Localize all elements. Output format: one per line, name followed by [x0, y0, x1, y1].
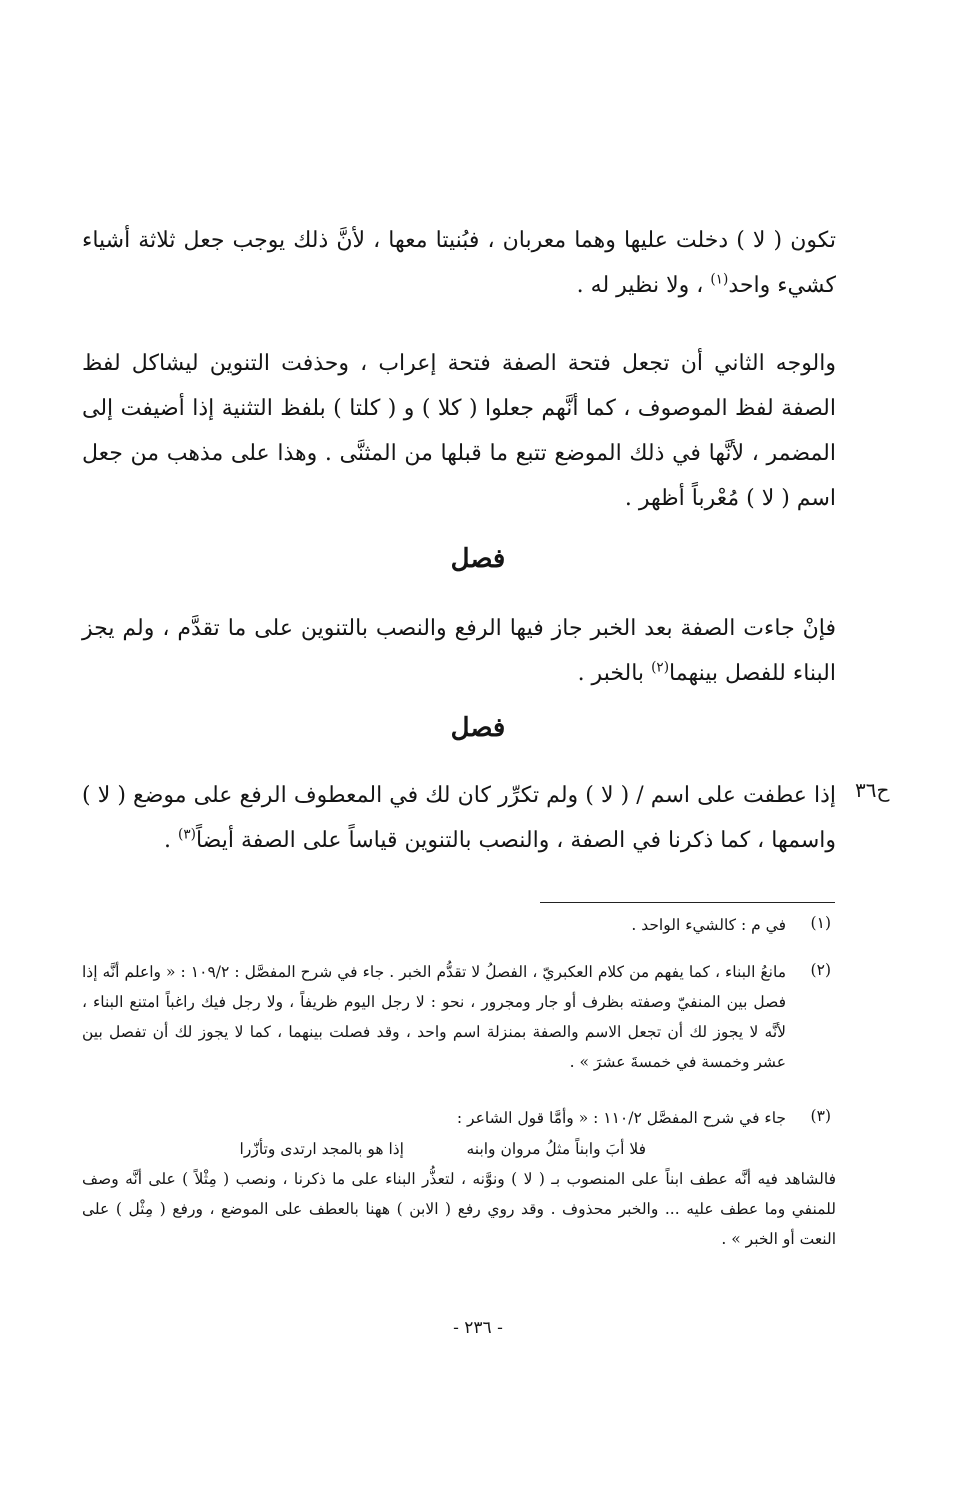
footnote-2-number: (٢): [810, 961, 831, 979]
footnote-ref-3[interactable]: (٣): [177, 826, 196, 843]
footnote-2: مانعُ البناء ، كما يفهم من كلام العكبريّ ، الفصلُ لا تقدُّم الخبر . جاء في شرح المفصَّل : ١٠٩/٢ : « واعلم أنَّه إذا فصل بين المنفيّ وصفته بظرف أو جار ومجرور ، نحو : لا رجل اليوم ظريفاً ، ولا رجل فيك راغباً امتنع البناء ، لأنَّه لا يجوز لك أن تجعل الاسم والصفة بمنزلة اسم واحد ، وقد فصلت بينهما ، كما لا يجوز لك أن تفصل بين عشر وخمسة في خمسةَ عشرَ » .: [82, 963, 786, 1071]
paragraph-1-end: ، ولا نظير له .: [576, 273, 711, 298]
page-number: - ٢٣٦ -: [453, 1318, 503, 1338]
section-heading-1: فصل: [450, 544, 506, 574]
footnote-3-verse: [82, 1134, 836, 1164]
paragraph-3: [82, 606, 836, 696]
footnote-3-body: فالشاهد فيه أنَّه عطف ابناً على المنصوب بـ ( لا ) ونوَّنه ، لتعذُّر البناء على ما ذكرنا ، ونصب ( مِثْلاً ) على أنَّه وصف للمنفي وما عطف عليه ... والخبر محذوف . وقد روي رفع ( الابن ) ههنا بالعطف على الموضع ، ورفع ( مِثْل ) على النعت أو الخبر » .: [82, 1170, 836, 1248]
margin-note: ح٣٦: [855, 778, 890, 802]
footnote-separator: [540, 902, 835, 903]
footnote-ref-1[interactable]: (١): [710, 271, 729, 288]
paragraph-3-text: فإنْ جاءت الصفة بعد الخبر جاز فيها الرفع والنصب بالتنوين على ما تقدَّم ، ولم يجز البناء للفصل بينهما: [82, 616, 836, 686]
footnote-1-number: (١): [810, 914, 831, 932]
verse-first-hemistich: فلا أبَ وابناً مثلُ مروان وابنه: [466, 1140, 646, 1158]
paragraph-4-text: إذا عطفت على اسم / ( لا ) ولم تكرِّر كان لك في المعطوف الرفع على موضع ( لا ) واسمها ، كما ذكرنا في الصفة ، والنصب بالتنوين قياساً على الصفة أيضاً: [82, 783, 836, 853]
verse-second-hemistich: إذا هو بالمجد ارتدى وتأزّرا: [239, 1140, 404, 1158]
footnote-3-number: (٣): [810, 1107, 831, 1125]
paragraph-2-text: والوجه الثاني أن تجعل فتحة الصفة فتحة إعراب ، وحذفت التنوين ليشاكل لفظ الصفة لفظ الموصوف ، كما أنَّهم جعلوا ( كلا ) و ( كلتا ) بلفظ التثنية إذا أضيفت إلى المضمر ، لأنَّها في ذلك الموضع تتبع ما قبلها من المثنَّى . وهذا على مذهب من جعل اسم ( لا ) مُعْرباً أظهر .: [82, 351, 836, 511]
paragraph-4: [82, 773, 836, 863]
paragraph-1: [82, 218, 836, 308]
paragraph-1-text: تكون ( لا ) دخلت عليها وهما معربان ، فبُنيتا معها ، لأنَّ ذلك يوجب جعل ثلاثة أشياء كشيء واحد: [82, 228, 836, 298]
footnote-1: في م : كالشيء الواحد .: [631, 916, 786, 934]
paragraph-3-end: بالخبر .: [577, 661, 652, 686]
footnote-3-intro: جاء في شرح المفصَّل ١١٠/٢ : « وأمَّا قول الشاعر :: [456, 1109, 786, 1127]
footnote-ref-2[interactable]: (٢): [651, 659, 670, 676]
section-heading-2: فصل: [450, 713, 506, 743]
paragraph-4-end: .: [163, 828, 178, 853]
paragraph-2: [82, 341, 836, 521]
